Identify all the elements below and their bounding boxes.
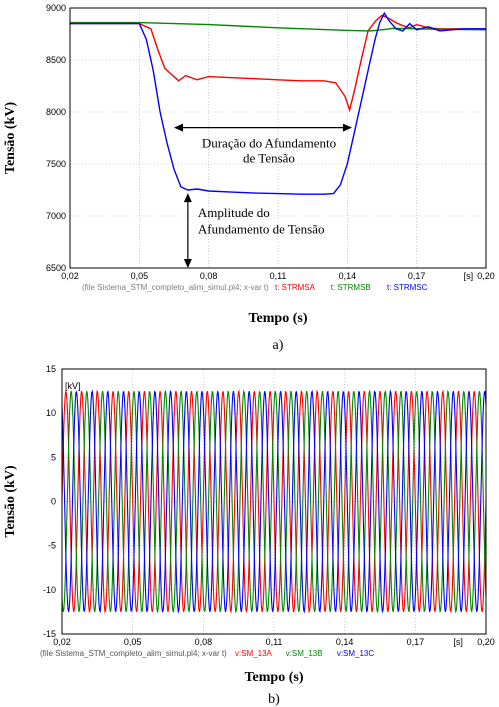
- footer-file-a: (file Sistema_STM_completo_alim_simul.pl4; x-var t): [82, 283, 269, 292]
- y-tick-label-b: -5: [47, 540, 56, 551]
- x-tick-label-b: 0,05: [123, 637, 142, 647]
- x-tick-label-a: 0,05: [130, 271, 149, 281]
- y-unit-b: [kV]: [65, 381, 81, 391]
- x-unit-a: [s]: [463, 271, 474, 281]
- legend-entry-a-strmsc: t: STRMSC: [387, 283, 428, 292]
- x-tick-label-a: 0,14: [338, 271, 357, 281]
- y-tick-label-a: 9000: [45, 3, 66, 13]
- x-axis-label-b: Tempo (s): [244, 670, 304, 685]
- y-tick-labels-b: [43, 364, 56, 639]
- y-tick-labels-a: [46, 3, 66, 273]
- y-tick-label-b: 5: [50, 452, 56, 463]
- y-tick-label-b: -10: [42, 584, 56, 595]
- x-tick-labels-a: [61, 271, 495, 281]
- amplitude-label-line1: Amplitude do: [197, 205, 270, 221]
- x-tick-label-a: 0,17: [407, 271, 426, 281]
- x-axis-label-a: Tempo (s): [248, 311, 308, 326]
- y-tick-label-b: -15: [42, 629, 56, 639]
- x-tick-label-a: 0,20: [477, 271, 495, 281]
- y-axis-label-a: Tensão (kV): [3, 101, 18, 175]
- y-tick-label-a: 7500: [45, 159, 66, 169]
- x-unit-b: [s]: [453, 637, 463, 647]
- x-tick-labels-b: [53, 637, 495, 647]
- panel-label-b: b): [268, 692, 280, 707]
- x-tick-label-b: 0,08: [194, 637, 213, 647]
- x-tick-label-a: 0,08: [199, 271, 218, 281]
- x-tick-label-b: 0,17: [406, 637, 425, 647]
- y-tick-label-a: 8500: [45, 55, 66, 65]
- legend-entry-a-strmsa: t: STRMSA: [274, 283, 315, 292]
- x-tick-label-b: 0,14: [335, 637, 354, 647]
- x-tick-label-a: 0,11: [269, 271, 287, 281]
- legend-entry-b-sm13a: v:SM_13A: [234, 649, 272, 658]
- duration-label-line2: de Tensão: [243, 150, 295, 166]
- legend-entry-a-strmsb: t: STRMSB: [330, 283, 371, 292]
- x-tick-label-b: 0,11: [265, 637, 283, 647]
- y-axis-label-b: Tensão (kV): [3, 465, 18, 538]
- legend-footer-b: [40, 649, 374, 658]
- duration-label-line1: Duração do Afundamento: [201, 135, 337, 151]
- panel-label-a: a): [272, 338, 284, 353]
- y-tick-label-b: 10: [45, 408, 56, 419]
- amplitude-label-line2: Afundamento de Tensão: [197, 221, 325, 237]
- footer-file-b: (file Sistema_STM_completo_alim_simul.pl4; x-var t): [40, 649, 227, 658]
- x-tick-label-b: 0,02: [53, 637, 71, 647]
- x-tick-label-b: 0,20: [477, 637, 495, 647]
- legend-entry-b-sm13b: v:SM_13B: [285, 649, 323, 658]
- y-tick-label-a: 7000: [45, 211, 66, 221]
- x-tick-label-a: 0,02: [61, 271, 79, 281]
- legend-entry-b-sm13c: v:SM_13C: [336, 649, 375, 658]
- y-tick-label-a: 6500: [45, 263, 66, 273]
- y-tick-label-a: 8000: [45, 107, 66, 117]
- chart-b: [3, 364, 495, 707]
- y-tick-label-b: 15: [45, 364, 56, 374]
- chart-a: [3, 3, 495, 353]
- legend-footer-a: [82, 283, 428, 292]
- y-tick-label-b: 0: [50, 496, 56, 507]
